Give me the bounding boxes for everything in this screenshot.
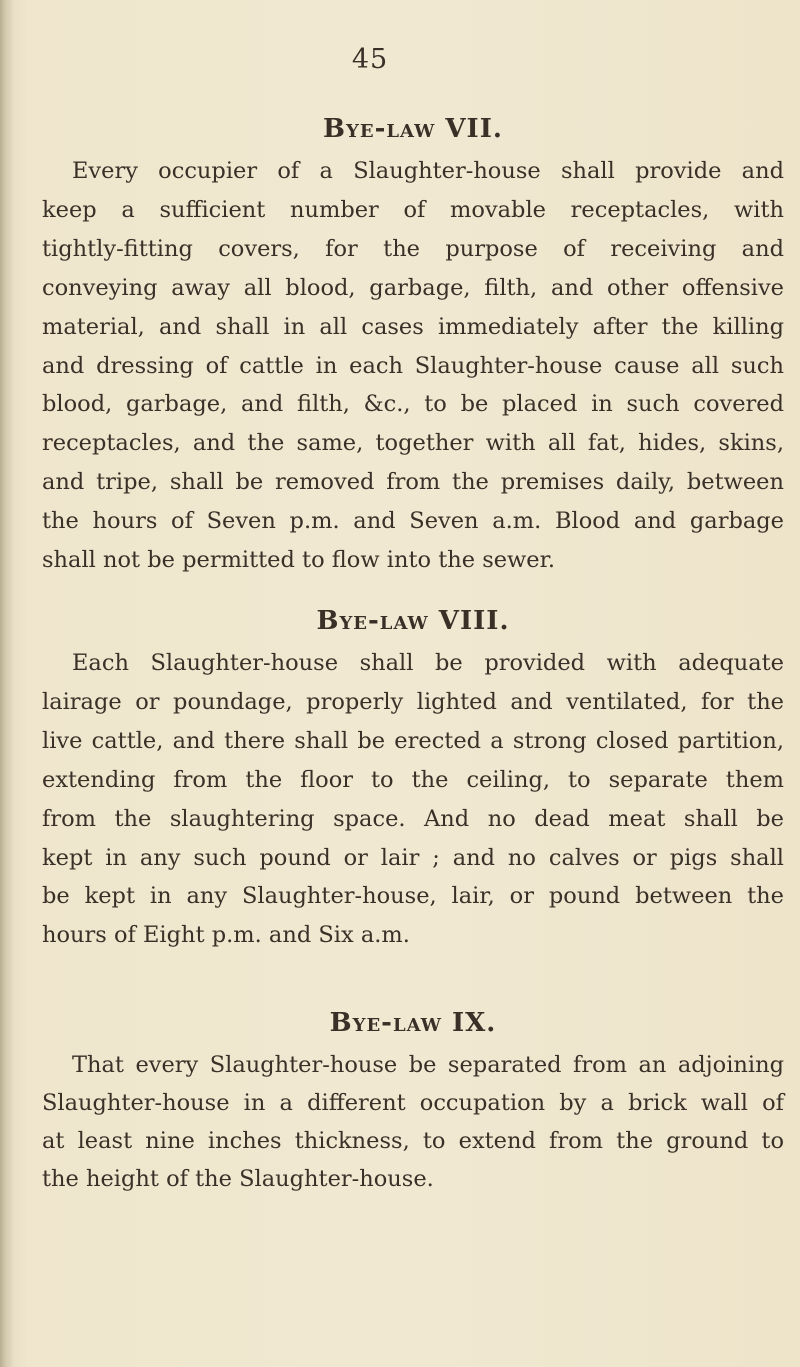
bye-law-section <box>42 1006 784 1198</box>
text-line: shall not be permitted to flow into the sewer. <box>42 547 556 574</box>
text-line: kept in any such pound or lair ; and no calves or pigs shall <box>42 844 784 871</box>
section-paragraph <box>42 644 784 955</box>
section-heading: Bye-law VII. <box>323 114 503 144</box>
text-line: keep a sufficient number of movable receptacles, with <box>42 196 784 223</box>
text-line: receptacles, and the same, together with all fat, hides, skins, <box>42 430 784 457</box>
text-line: from the slaughtering space. And no dead meat shall be <box>42 805 784 832</box>
text-line: conveying away all blood, garbage, filth, and other offensive <box>42 274 784 301</box>
text-line: lairage or poundage, properly lighted and ventilated, for the <box>42 688 784 715</box>
bye-law-section <box>42 604 784 955</box>
text-line: Slaughter-house in a different occupation by a brick wall of <box>42 1090 784 1116</box>
text-line: extending from the floor to the ceiling, to separate them <box>42 766 784 793</box>
text-line: the hours of Seven p.m. and Seven a.m. Blood and garbage <box>42 508 784 535</box>
text-line: tightly-fitting covers, for the purpose of receiving and <box>42 235 784 262</box>
text-line: Each Slaughter-house shall be provided with adequate <box>72 650 784 676</box>
text-line: the height of the Slaughter-house. <box>42 1166 434 1192</box>
section-paragraph <box>42 1046 784 1198</box>
bye-law-section <box>42 112 784 580</box>
text-line: live cattle, and there shall be erected a strong closed partition, <box>42 727 784 754</box>
section-heading: Bye-law VIII. <box>316 606 510 636</box>
text-line: hours of Eight p.m. and Six a.m. <box>42 922 410 949</box>
text-line: Every occupier of a Slaughter-house shall provide and <box>72 158 784 184</box>
page-gutter <box>0 0 14 1367</box>
text-line: and tripe, shall be removed from the premises daily, between <box>42 469 784 496</box>
section-paragraph <box>42 152 784 580</box>
text-line: material, and shall in all cases immediately after the killing <box>42 313 784 340</box>
text-line: That every Slaughter-house be separated from an adjoining <box>72 1052 784 1078</box>
text-line: and dressing of cattle in each Slaughter-house cause all such <box>42 352 784 379</box>
text-line: blood, garbage, and filth, &c., to be placed in such covered <box>42 391 784 418</box>
page-number: 45 <box>351 44 389 75</box>
text-line: at least nine inches thickness, to extend from the ground to <box>42 1128 784 1154</box>
text-line: be kept in any Slaughter-house, lair, or pound between the <box>42 883 784 910</box>
section-heading: Bye-law IX. <box>329 1008 497 1038</box>
